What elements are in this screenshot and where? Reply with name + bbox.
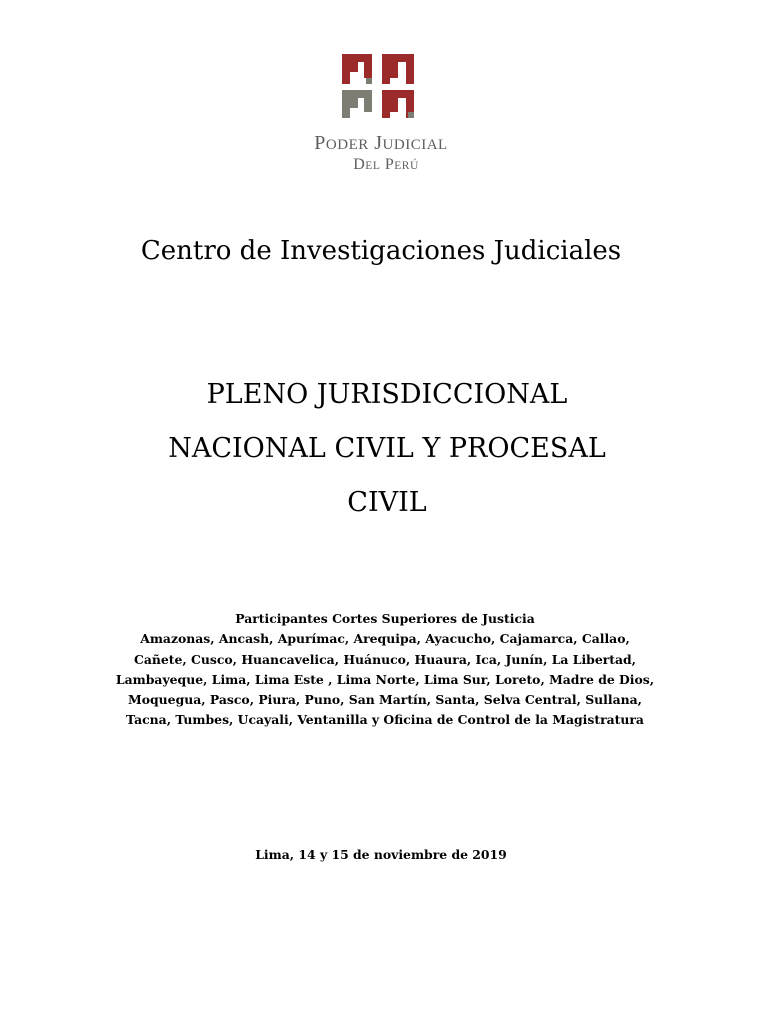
document-title-line-3: CIVIL (347, 487, 427, 518)
document-title-line-2: NACIONAL CIVIL Y PROCESAL (168, 433, 606, 464)
event-date: Lima, 14 y 15 de noviembre de 2019 (255, 847, 507, 862)
participants-line: Tacna, Tumbes, Ucayali, Ventanilla y Oficina de Control de la Magistratura (126, 712, 644, 728)
institution-subtitle: DEL PERÚ (353, 156, 419, 173)
poder-judicial-logo-icon (338, 50, 420, 122)
document-title (0, 368, 768, 530)
participants-line: Cañete, Cusco, Huancavelica, Huánuco, Huaura, Ica, Junín, La Libertad, (134, 651, 636, 667)
institution-name: PODER JUDICIAL (314, 132, 448, 154)
participants-line: Lambayeque, Lima, Lima Este , Lima Norte, Lima Sur, Loreto, Madre de Dios, (115, 671, 655, 687)
document-title-line-1: PLENO JURISDICCIONAL (206, 379, 568, 410)
participants-heading: Participantes Cortes Superiores de Justicia (235, 611, 535, 626)
participants-line: Amazonas, Ancash, Apurímac, Arequipa, Ayacucho, Cajamarca, Callao, (140, 631, 630, 647)
participants-block (40, 609, 730, 731)
center-title: Centro de Investigaciones Judiciales (140, 236, 622, 266)
participants-line: Moquegua, Pasco, Piura, Puno, San Martín, Santa, Selva Central, Sullana, (128, 692, 642, 708)
